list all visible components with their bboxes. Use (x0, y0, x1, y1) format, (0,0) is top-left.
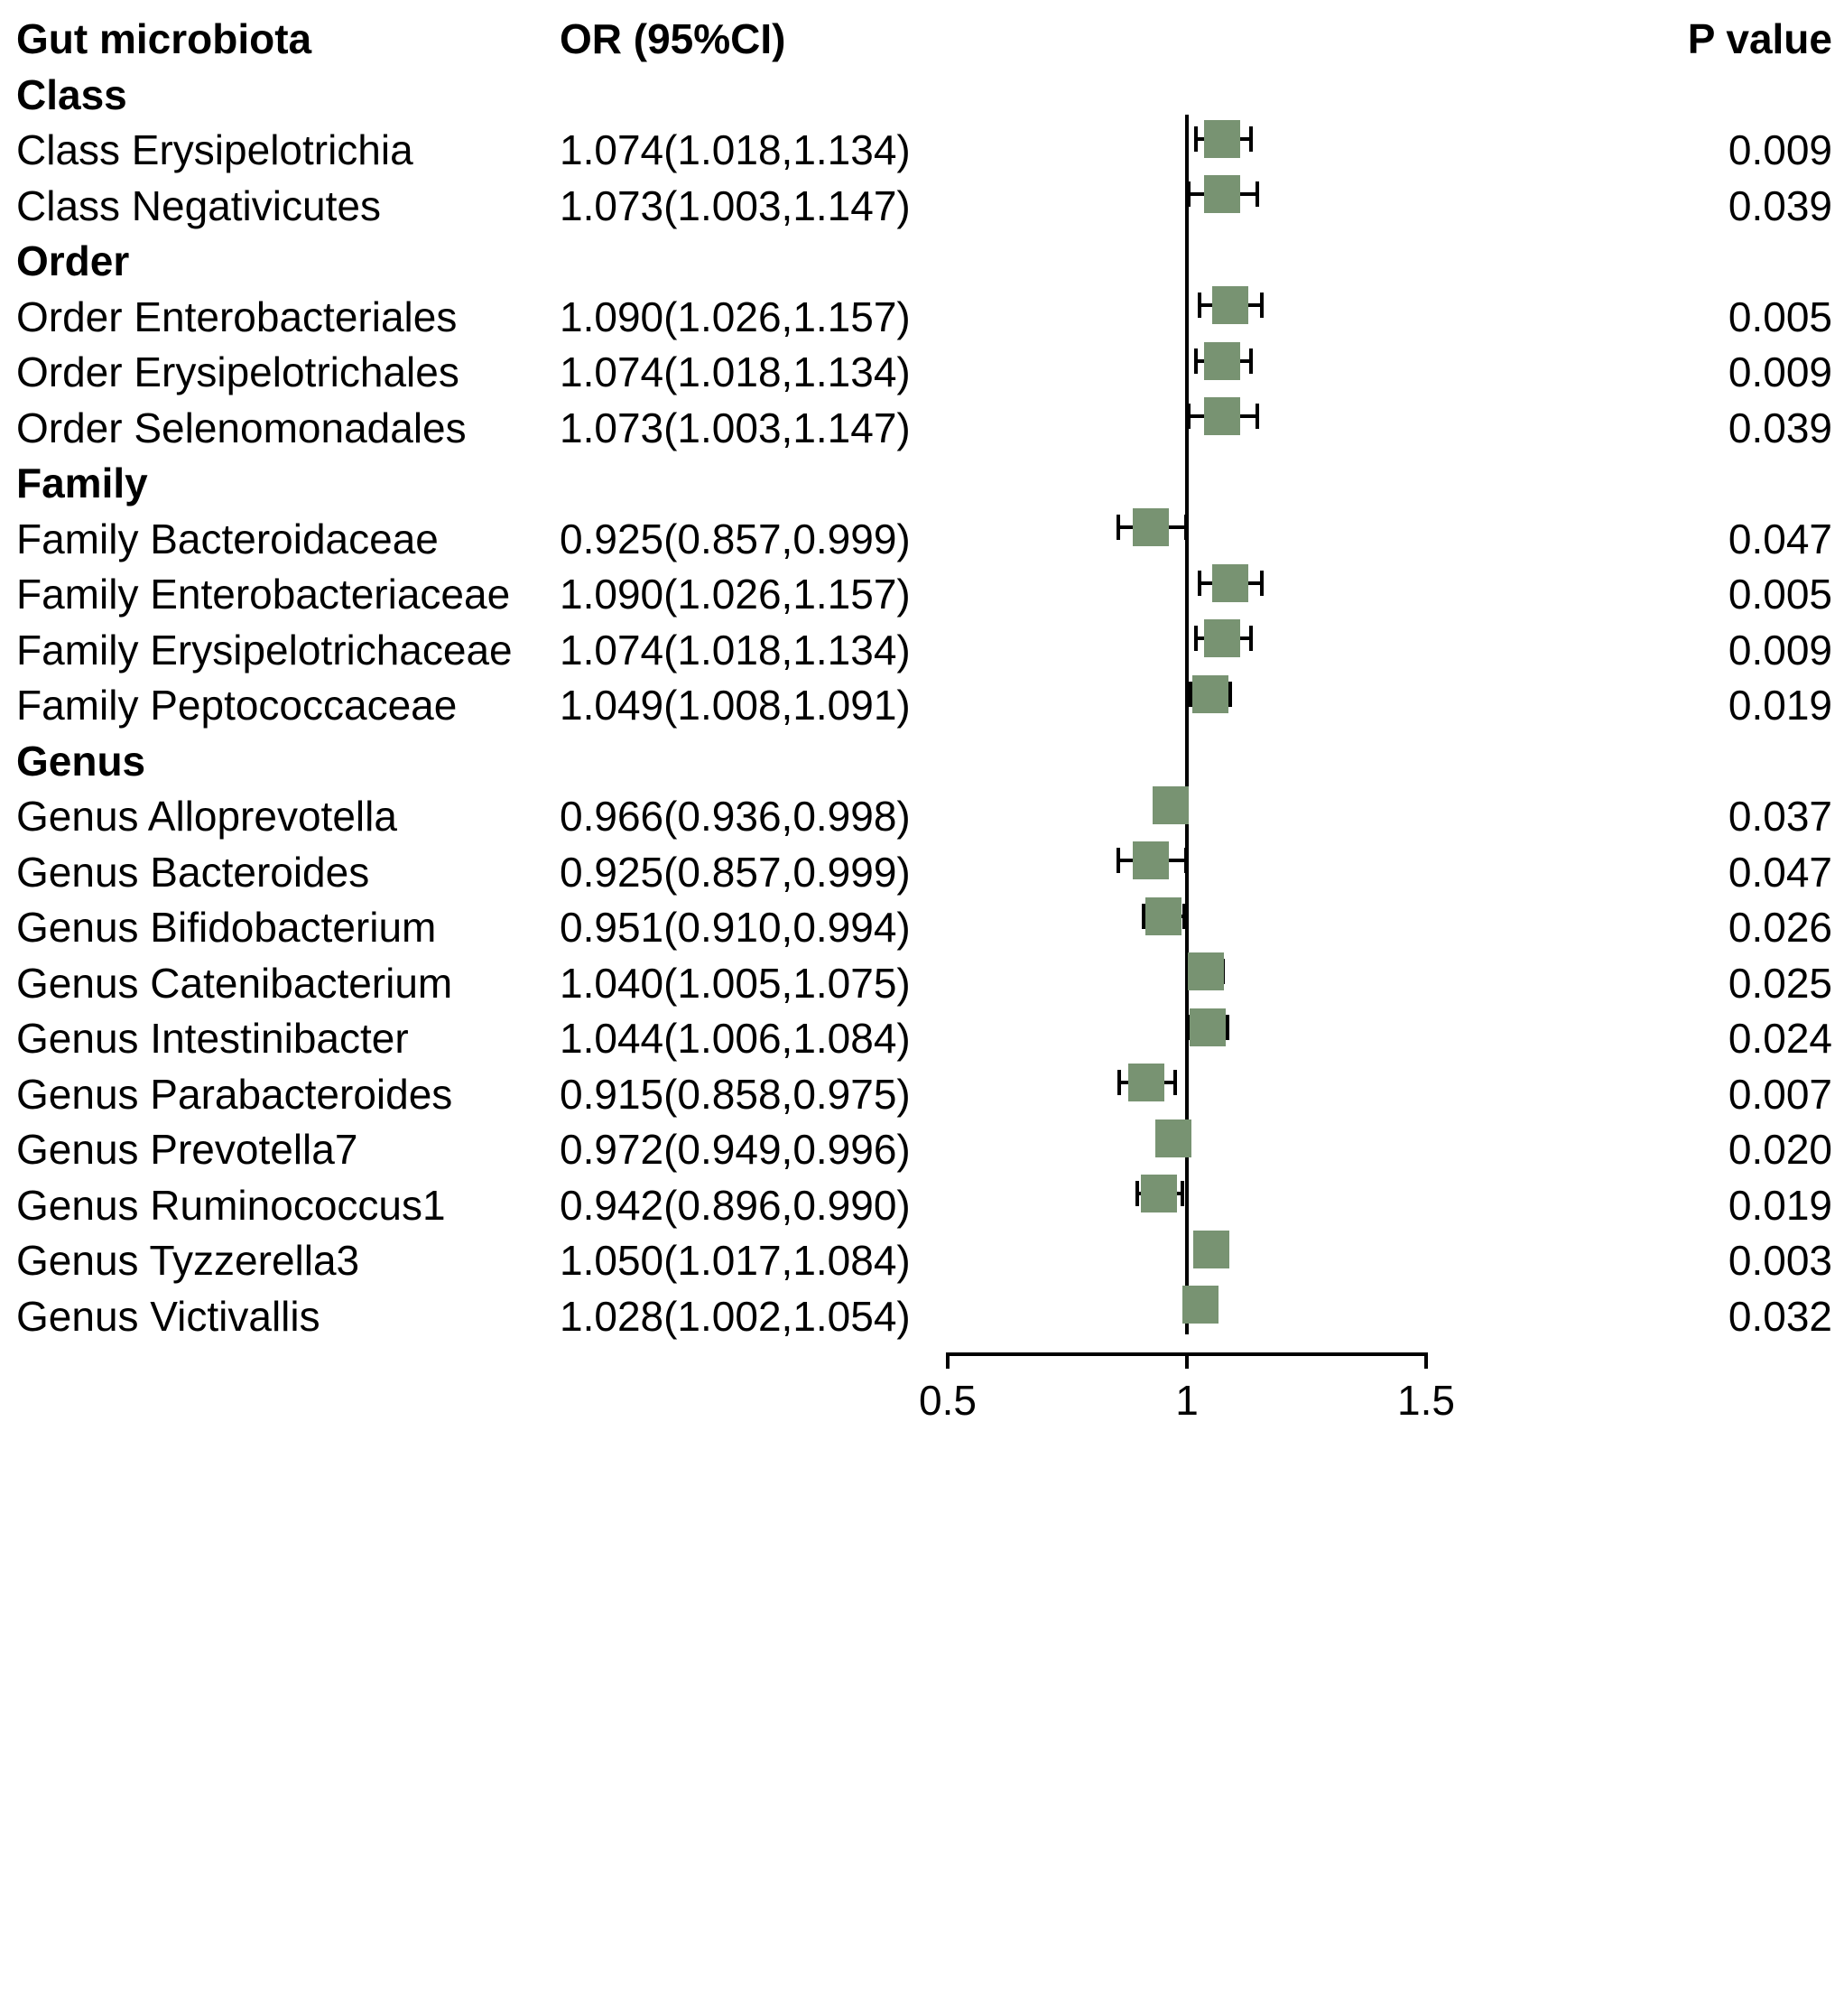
row-or-ci: 1.073(1.003,1.147) (560, 181, 911, 229)
row-label: Family Enterobacteriaceae (16, 571, 511, 618)
row-or-ci: 1.049(1.008,1.091) (560, 682, 911, 729)
row-label: Order Selenomonadales (16, 404, 467, 451)
effect-size-marker (1204, 175, 1240, 213)
row-pvalue: 0.005 (1728, 571, 1832, 618)
x-axis-tick-label: 0.5 (919, 1377, 977, 1424)
column-header-microbiota: Gut microbiota (16, 15, 312, 62)
x-axis-tick (946, 1352, 950, 1369)
ci-upper-cap (1228, 682, 1232, 707)
column-header-or: OR (95%CI) (560, 15, 786, 62)
ci-lower-cap (1117, 848, 1120, 873)
effect-size-marker (1155, 1119, 1191, 1157)
row-or-ci: 0.925(0.857,0.999) (560, 515, 911, 562)
row-or-ci: 0.972(0.949,0.996) (560, 1126, 911, 1173)
ci-lower-cap (1194, 126, 1198, 152)
row-or-ci: 0.942(0.896,0.990) (560, 1181, 911, 1229)
row-or-ci: 1.028(1.002,1.054) (560, 1292, 911, 1340)
ci-lower-cap (1198, 571, 1201, 596)
group-label: Order (16, 237, 130, 284)
row-pvalue: 0.024 (1728, 1015, 1832, 1062)
row-or-ci: 1.074(1.018,1.134) (560, 126, 911, 173)
effect-size-marker (1193, 1231, 1229, 1268)
effect-size-marker (1204, 120, 1240, 158)
row-pvalue: 0.009 (1728, 348, 1832, 395)
effect-size-marker (1188, 952, 1224, 990)
effect-size-marker (1128, 1064, 1164, 1101)
row-or-ci: 1.044(1.006,1.084) (560, 1015, 911, 1062)
effect-size-marker (1212, 286, 1248, 324)
ci-upper-cap (1249, 626, 1253, 651)
ci-upper-cap (1260, 293, 1264, 318)
row-or-ci: 1.074(1.018,1.134) (560, 626, 911, 674)
row-pvalue: 0.025 (1728, 959, 1832, 1007)
effect-size-marker (1145, 897, 1181, 935)
ci-upper-cap (1182, 904, 1186, 929)
row-or-ci: 0.966(0.936,0.998) (560, 793, 911, 840)
row-or-ci: 1.074(1.018,1.134) (560, 348, 911, 395)
row-label: Genus Victivallis (16, 1292, 320, 1340)
row-pvalue: 0.039 (1728, 404, 1832, 451)
row-or-ci: 1.050(1.017,1.084) (560, 1237, 911, 1284)
ci-upper-cap (1256, 181, 1259, 207)
row-label: Genus Parabacteroides (16, 1070, 453, 1118)
ci-lower-cap (1187, 404, 1191, 429)
x-axis-tick-label: 1.5 (1397, 1377, 1455, 1424)
row-pvalue: 0.009 (1728, 126, 1832, 173)
x-axis-tick (1185, 1352, 1189, 1369)
effect-size-marker (1133, 508, 1169, 546)
row-label: Genus Prevotella7 (16, 1126, 358, 1173)
ci-upper-cap (1181, 1181, 1184, 1206)
row-pvalue: 0.003 (1728, 1237, 1832, 1284)
effect-size-marker (1204, 342, 1240, 380)
row-pvalue: 0.009 (1728, 626, 1832, 674)
effect-size-marker (1204, 619, 1240, 657)
ci-lower-cap (1198, 293, 1201, 318)
forest-plot-axes (919, 0, 1625, 2016)
effect-size-marker (1212, 564, 1248, 602)
ci-lower-cap (1117, 515, 1120, 540)
row-label: Genus Alloprevotella (16, 793, 397, 840)
row-pvalue: 0.039 (1728, 181, 1832, 229)
ci-lower-cap (1117, 1070, 1121, 1095)
row-label: Order Enterobacteriales (16, 293, 458, 340)
effect-size-marker (1133, 841, 1169, 879)
row-pvalue: 0.019 (1728, 682, 1832, 729)
effect-size-marker (1153, 786, 1189, 824)
row-or-ci: 1.090(1.026,1.157) (560, 571, 911, 618)
effect-size-marker (1141, 1175, 1177, 1212)
ci-upper-cap (1249, 126, 1253, 152)
row-label: Order Erysipelotrichales (16, 348, 459, 395)
row-pvalue: 0.005 (1728, 293, 1832, 340)
ci-lower-cap (1194, 348, 1198, 374)
group-label: Genus (16, 737, 146, 785)
row-label: Genus Bifidobacterium (16, 904, 437, 951)
ci-lower-cap (1187, 181, 1191, 207)
row-pvalue: 0.047 (1728, 848, 1832, 896)
row-label: Genus Catenibacterium (16, 959, 453, 1007)
ci-upper-cap (1260, 571, 1264, 596)
row-label: Genus Intestinibacter (16, 1015, 409, 1062)
effect-size-marker (1190, 1008, 1226, 1046)
row-label: Family Erysipelotrichaceae (16, 626, 513, 674)
row-pvalue: 0.037 (1728, 793, 1832, 840)
effect-size-marker (1204, 397, 1240, 435)
row-pvalue: 0.020 (1728, 1126, 1832, 1173)
row-or-ci: 1.073(1.003,1.147) (560, 404, 911, 451)
ci-upper-cap (1173, 1070, 1177, 1095)
row-label: Class Erysipelotrichia (16, 126, 413, 173)
ci-upper-cap (1256, 404, 1259, 429)
row-or-ci: 1.090(1.026,1.157) (560, 293, 911, 340)
row-label: Genus Bacteroides (16, 848, 370, 896)
x-axis-tick-label: 1 (1175, 1377, 1199, 1424)
row-label: Family Bacteroidaceae (16, 515, 439, 562)
row-label: Genus Ruminococcus1 (16, 1181, 446, 1229)
row-label: Family Peptococcaceae (16, 682, 458, 729)
group-label: Family (16, 460, 148, 506)
row-or-ci: 0.925(0.857,0.999) (560, 848, 911, 896)
effect-size-marker (1182, 1286, 1219, 1324)
row-or-ci: 0.915(0.858,0.975) (560, 1070, 911, 1118)
row-pvalue: 0.007 (1728, 1070, 1832, 1118)
x-axis-tick (1424, 1352, 1428, 1369)
row-pvalue: 0.047 (1728, 515, 1832, 562)
ci-lower-cap (1194, 626, 1198, 651)
row-label: Genus Tyzzerella3 (16, 1237, 360, 1284)
row-or-ci: 0.951(0.910,0.994) (560, 904, 911, 951)
ci-upper-cap (1184, 848, 1188, 873)
row-label: Class Negativicutes (16, 181, 381, 229)
row-pvalue: 0.032 (1728, 1292, 1832, 1340)
ci-lower-cap (1135, 1181, 1139, 1206)
row-pvalue: 0.019 (1728, 1181, 1832, 1229)
row-or-ci: 1.040(1.005,1.075) (560, 959, 911, 1007)
ci-upper-cap (1249, 348, 1253, 374)
column-header-pvalue: P value (1687, 15, 1832, 62)
effect-size-marker (1192, 675, 1228, 713)
group-label: Class (16, 70, 127, 118)
row-pvalue: 0.026 (1728, 904, 1832, 951)
ci-upper-cap (1184, 515, 1188, 540)
